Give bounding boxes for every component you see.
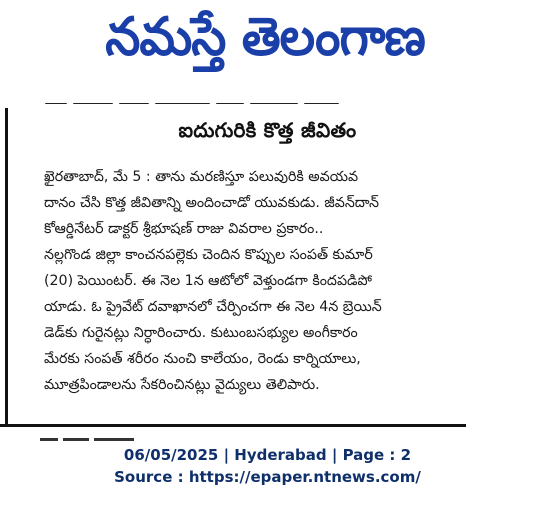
article-line: డెడ్‌కు గురైనట్లు నిర్ధారించారు. కుటుంబసభ్యుల అంగీకారం [44,325,358,341]
article-line: కోఆర్డినేటర్ డాక్టర్ శ్రీభూషణ్ రాజు వివరాల ప్రకారం.. [44,221,324,237]
article-line: ఖైరతాబాద్, మే 5 : తాను మరణిస్తూ పలువురికి అవయవ [44,169,359,185]
article-line: నల్లగొండ జిల్లా కాంచనపల్లెకు చెందిన కొప్పుల సంపత్ కుమార్ [44,247,373,263]
article-body [44,164,456,398]
clipped-previous-text [45,94,365,104]
date-city-page: 06/05/2025 | Hyderabad | Page : 2 [123,446,412,464]
newspaper-masthead [60,4,470,82]
article-line: (20) పెయింటర్. ఈ నెల 1న ఆటోలో వెళ్తుండగా కిందపడిపో [44,273,372,289]
clipping-metadata [0,444,535,488]
article-line: మేరకు సంపత్ శరీరం నుంచి కాలేయం, రెండు కార్నియాలు, [44,351,361,367]
article-line: దానం చేసి కొత్త జీవితాన్ని అందించాడో యువకుడు. జీవన్‌దాన్ [44,195,379,211]
article-line: యాడు. ఓ ప్రైవేట్ దవాఖానలో చేర్పించగా ఈ నెల 4న బ్రెయిన్ [44,299,382,315]
source-link[interactable]: Source : https://epaper.ntnews.com/ [114,468,421,486]
clipped-next-text [40,426,240,430]
left-column-rule [5,108,8,426]
article-headline: ఐదుగురికి కొత్త జీవితం [178,118,357,142]
masthead-title: నమస్తే తెలంగాణ [105,5,425,67]
article-line: మూత్రపిండాలను సేకరించినట్లు వైద్యులు తెలిపారు. [44,377,320,393]
